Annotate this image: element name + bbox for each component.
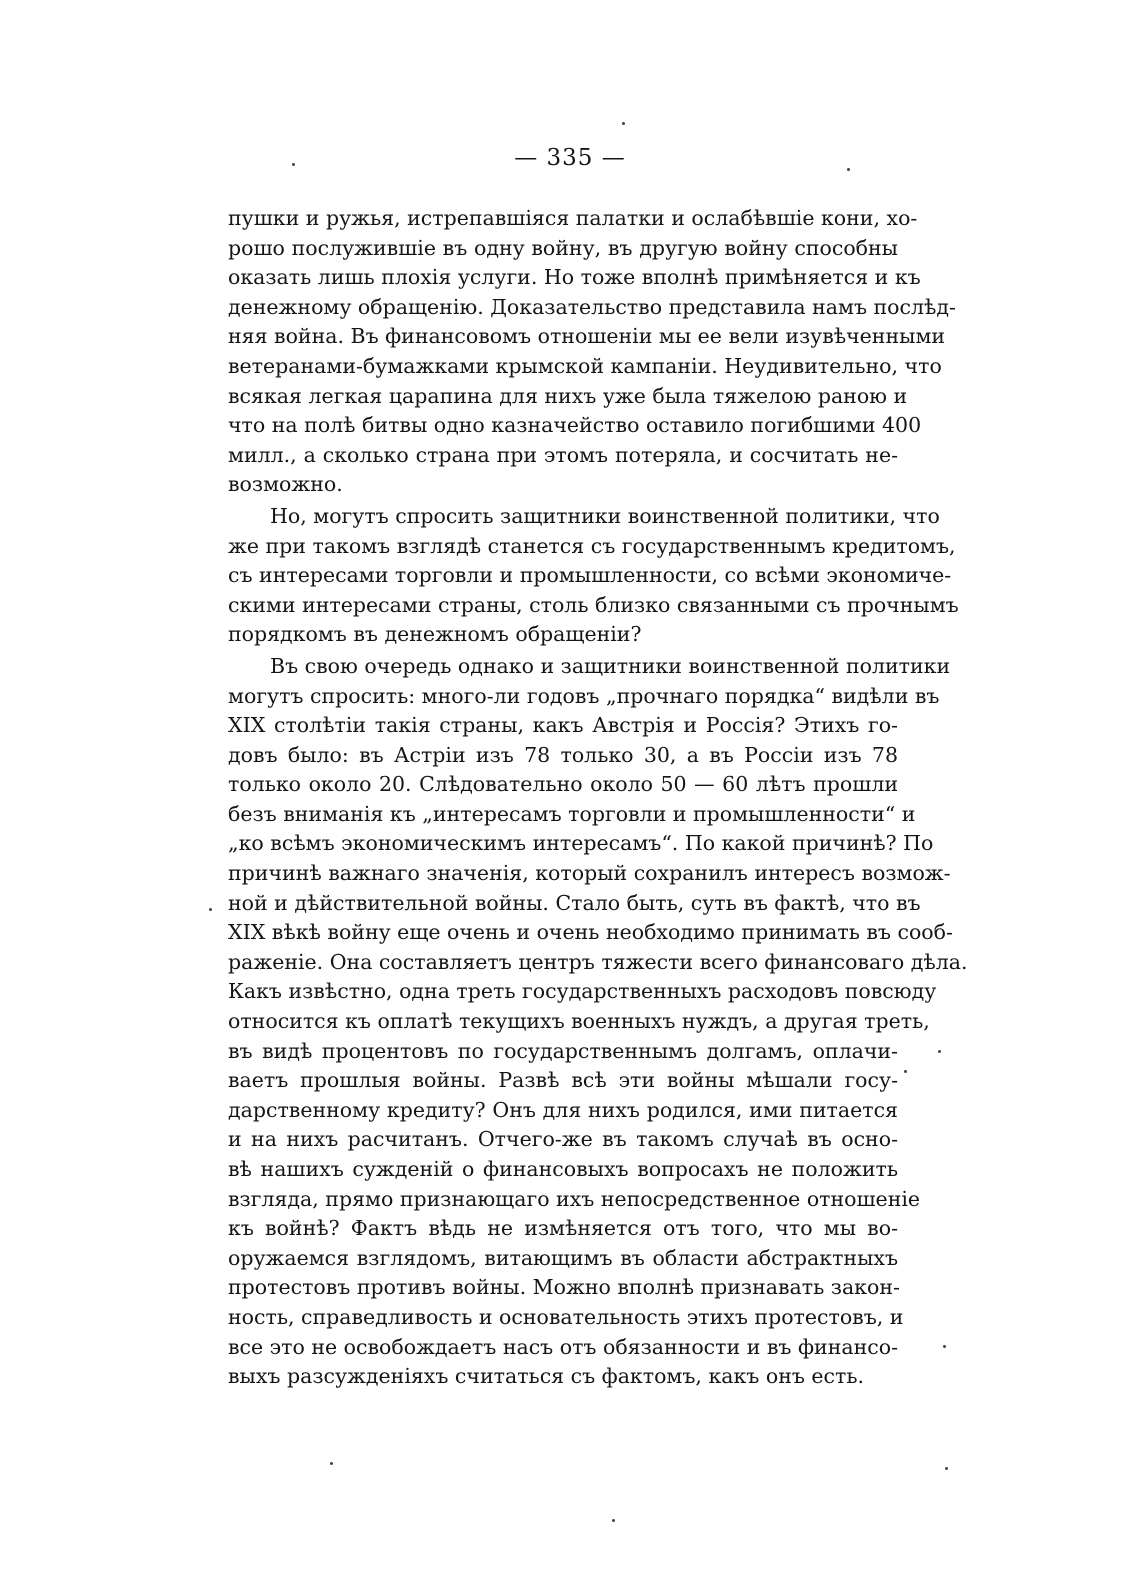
text-line: скими интересами страны, столь близко связанными съ прочнымъ bbox=[228, 592, 959, 617]
text-line: относится къ оплатѣ текущихъ военныхъ нуждъ, а другая треть, bbox=[228, 1009, 930, 1034]
scan-speck bbox=[622, 122, 625, 125]
text-line: же при такомъ взглядѣ станется съ государственнымъ кредитомъ, bbox=[228, 533, 956, 558]
text-line: къ войнѣ? Фактъ вѣдь не измѣняется отъ того, что мы во- bbox=[228, 1216, 898, 1241]
text-line: ваетъ прошлыя войны. Развѣ всѣ эти войны мѣшали госу- bbox=[228, 1068, 898, 1093]
text-line: „ко всѣмъ экономическимъ интересамъ“. По какой причинѣ? По bbox=[228, 831, 934, 856]
text-line: могутъ спросить: много-ли годовъ „прочнаго порядка“ видѣли въ bbox=[228, 683, 940, 708]
scan-speck bbox=[904, 1070, 907, 1073]
text-line: оружаемся взглядомъ, витающимъ въ области абстрактныхъ bbox=[228, 1245, 898, 1270]
text-line: рошо послужившіе въ одну войну, въ другую войну способны bbox=[228, 235, 898, 260]
text-line: съ интересами торговли и промышленности, со всѣми экономиче- bbox=[228, 563, 952, 588]
text-line: выхъ разсужденіяхъ считаться съ фактомъ, какъ онъ есть. bbox=[228, 1364, 865, 1389]
text-line: взгляда, прямо признающаго ихъ непосредственное отношеніе bbox=[228, 1186, 921, 1211]
text-line: Но, могутъ спросить защитники воинственной политики, что bbox=[270, 503, 940, 528]
text-line: и на нихъ расчитанъ. Отчего-же въ такомъ случаѣ въ осно- bbox=[228, 1127, 898, 1152]
text-line: порядкомъ въ денежномъ обращеніи? bbox=[228, 622, 642, 647]
scan-speck bbox=[847, 168, 850, 171]
text-line: XIX вѣкѣ войну еще очень и очень необходимо принимать въ сооб- bbox=[228, 920, 953, 945]
text-line: XIX столѣтіи такія страны, какъ Австрія и Россія? Этихъ го- bbox=[228, 713, 898, 738]
text-line: дарственному кредиту? Онъ для нихъ родился, ими питается bbox=[228, 1097, 898, 1122]
text-line: что на полѣ битвы одно казначейство оставило погибшими 400 bbox=[228, 413, 922, 438]
scan-speck bbox=[938, 1050, 941, 1053]
text-line: только около 20. Слѣдовательно около 50 — 60 лѣтъ прошли bbox=[228, 772, 898, 797]
text-line: Какъ извѣстно, одна треть государственныхъ расходовъ повсюду bbox=[228, 979, 937, 1004]
text-line: ность, справедливость и основательность этихъ протестовъ, и bbox=[228, 1304, 904, 1329]
scan-speck bbox=[209, 908, 212, 911]
text-line: всякая легкая царапина для нихъ уже была тяжелою раною и bbox=[228, 383, 908, 408]
text-line: Въ свою очередь однако и защитники воинственной политики bbox=[270, 653, 951, 678]
text-line: ной и дѣйствительной войны. Стало быть, суть въ фактѣ, что въ bbox=[228, 890, 921, 915]
page-number: — 335 — bbox=[514, 145, 626, 171]
text-line: оказать лишь плохія услуги. Но тоже вполнѣ примѣняется и къ bbox=[228, 265, 921, 290]
body-text bbox=[228, 204, 968, 1392]
text-line: денежному обращенію. Доказательство представила намъ послѣд- bbox=[228, 294, 956, 319]
scan-speck bbox=[292, 163, 295, 166]
text-line: въ видѣ процентовъ по государственнымъ долгамъ, оплачи- bbox=[228, 1038, 898, 1063]
text-line: причинѣ важнаго значенія, который сохранилъ интересъ возмож- bbox=[228, 861, 951, 886]
text-line: возможно. bbox=[228, 472, 343, 497]
scan-speck bbox=[330, 1462, 333, 1465]
text-line: вѣ нашихъ сужденій о финансовыхъ вопросахъ не положить bbox=[228, 1157, 898, 1181]
text-line: безъ вниманія къ „интересамъ торговли и промышленности“ и bbox=[228, 801, 916, 826]
text-line: пушки и ружья, истрепавшіяся палатки и ослабѣвшіе кони, хо- bbox=[228, 206, 918, 230]
scan-speck bbox=[612, 1519, 615, 1522]
text-line: милл., а сколько страна при этомъ потеряла, и сосчитать не- bbox=[228, 442, 898, 467]
text-line: все это не освобождаетъ насъ отъ обязанности и въ финансо- bbox=[228, 1334, 898, 1359]
text-line: раженіе. Она составляетъ центръ тяжести всего финансоваго дѣла. bbox=[228, 949, 968, 974]
scan-speck bbox=[943, 1345, 946, 1348]
text-line: протестовъ противъ войны. Можно вполнѣ признавать закон- bbox=[228, 1275, 900, 1300]
text-line: няя война. Въ финансовомъ отношеніи мы ее вели изувѣченными bbox=[228, 324, 946, 349]
text-line: ветеранами-бумажками крымской кампаніи. Неудивительно, что bbox=[228, 353, 942, 378]
text-line: довъ было: въ Астріи изъ 78 только 30, а въ Россіи изъ 78 bbox=[228, 742, 898, 767]
scan-speck bbox=[945, 1467, 948, 1470]
